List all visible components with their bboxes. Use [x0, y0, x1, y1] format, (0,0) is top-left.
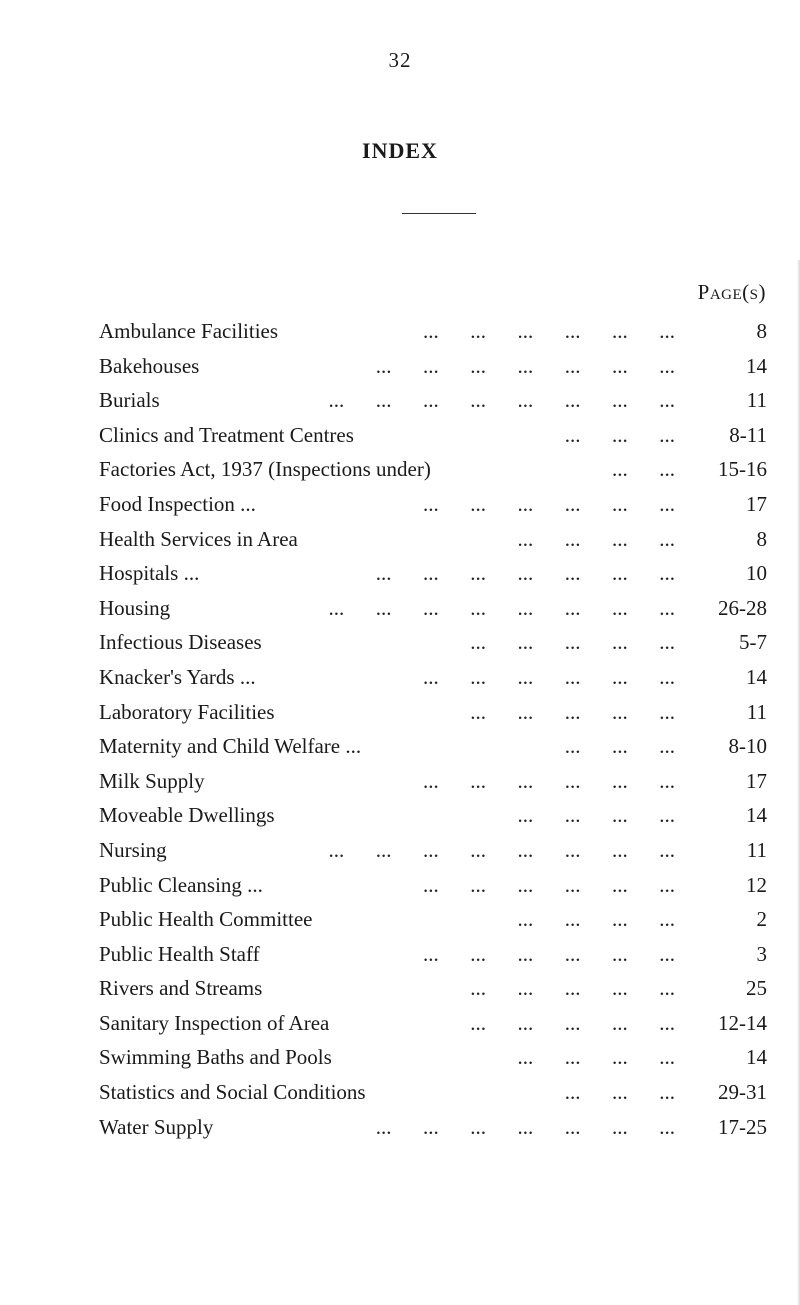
- index-entry-page: 14: [746, 1045, 767, 1070]
- index-entry: [99, 1075, 767, 1110]
- index-entry-page: 17: [746, 491, 767, 516]
- index-entry-label: Housing: [99, 595, 171, 620]
- index-entry-page: 26-28: [718, 595, 767, 620]
- index-entry: [99, 660, 767, 695]
- index-entry-label: Statistics and Social Conditions: [99, 1080, 366, 1105]
- index-entry-page: 8-10: [728, 734, 767, 759]
- index-entry-page: 17-25: [718, 1114, 767, 1139]
- index-entry-label: Bakehouses: [99, 353, 200, 378]
- index-entry-leaders: ... ... ... ... ... ...: [423, 941, 675, 966]
- index-entry-leaders: ... ... ... ... ... ...: [423, 319, 675, 343]
- index-entry: [99, 1040, 767, 1075]
- index-entry-label: Clinics and Treatment Centres: [99, 422, 354, 447]
- index-entry-label: Public Health Committee: [99, 907, 313, 932]
- index-list: [99, 314, 767, 1144]
- index-entry-label: Laboratory Facilities: [99, 699, 275, 724]
- index-entry-page: 11: [746, 699, 767, 724]
- page-column-header: Page(s): [697, 280, 766, 304]
- index-entry: [99, 971, 767, 1006]
- index-entry: [99, 695, 767, 730]
- index-entry-leaders: ... ... ...: [564, 422, 675, 447]
- index-entry: [99, 937, 767, 972]
- index-entry: [99, 798, 767, 833]
- index-entry: [99, 833, 767, 868]
- index-entry-page: 2: [756, 907, 767, 932]
- index-entry-leaders: ... ... ...: [564, 1080, 675, 1105]
- index-entry-label: Sanitary Inspection of Area: [99, 1010, 330, 1035]
- index-entry-page: 17: [746, 768, 767, 793]
- index-entry-leaders: ... ... ... ...: [517, 526, 675, 551]
- index-entry-leaders: ... ... ... ... ... ...: [423, 872, 675, 897]
- index-entry-page: 11: [746, 837, 767, 862]
- index-entry: [99, 314, 767, 349]
- index-entry: [99, 729, 767, 764]
- index-entry-label: Swimming Baths and Pools: [99, 1045, 332, 1070]
- index-entry-leaders: ... ... ... ... ... ... ... ...: [328, 388, 675, 413]
- index-entry-label: Water Supply: [99, 1114, 214, 1139]
- index-entry: [99, 487, 767, 522]
- index-entry-page: 29-31: [718, 1080, 767, 1105]
- index-entry-page: 5-7: [739, 630, 767, 655]
- index-entry-leaders: ... ...: [612, 457, 675, 482]
- index-entry-label: Health Services in Area: [99, 526, 298, 551]
- index-entry-label: Burials: [99, 388, 160, 413]
- index-title: INDEX: [362, 138, 438, 163]
- index-entry-label: Maternity and Child Welfare ...: [99, 734, 362, 759]
- index-entry-label: Hospitals ...: [99, 561, 200, 586]
- index-entry-page: 25: [746, 976, 767, 1001]
- index-entry: [99, 1110, 767, 1145]
- index-entry: [99, 556, 767, 591]
- index-entry-leaders: ... ... ... ... ... ... ... ...: [328, 595, 675, 620]
- index-entry: [99, 902, 767, 937]
- index-entry-leaders: ... ... ... ... ... ... ...: [375, 561, 675, 586]
- index-entry-leaders: ... ... ... ...: [517, 803, 675, 828]
- index-entry-page: 8: [756, 319, 767, 343]
- index-entry-label: Public Health Staff: [99, 941, 260, 966]
- index-entry: [99, 1006, 767, 1041]
- index-entry-leaders: ... ... ... ... ... ...: [423, 491, 675, 516]
- index-entry-label: Knacker's Yards ...: [99, 664, 256, 689]
- index-entry-page: 8: [756, 526, 767, 551]
- page-number: 32: [388, 48, 412, 72]
- index-entry: [99, 383, 767, 418]
- index-entry-leaders: ... ... ... ... ... ... ... ...: [328, 837, 675, 862]
- index-entry: [99, 349, 767, 384]
- index-entry-leaders: ... ... ... ...: [517, 1045, 675, 1070]
- index-entry: [99, 764, 767, 799]
- index-entry-label: Food Inspection ...: [99, 491, 256, 516]
- index-entry-page: 12-14: [718, 1010, 767, 1035]
- index-entry-page: 11: [746, 388, 767, 413]
- index-entry: [99, 418, 767, 453]
- index-entry: [99, 452, 767, 487]
- index-entry-leaders: ... ... ... ... ... ... ...: [375, 1114, 675, 1139]
- index-entry: [99, 625, 767, 660]
- index-entry-label: Ambulance Facilities: [99, 319, 279, 343]
- index-entry-page: 10: [746, 561, 767, 586]
- index-entry-label: Public Cleansing ...: [99, 872, 263, 897]
- index-entry-label: Milk Supply: [99, 768, 205, 793]
- index-entry-page: 14: [746, 664, 767, 689]
- index-entry-leaders: ... ... ... ... ... ... ...: [375, 353, 675, 378]
- index-entry-page: 15-16: [718, 457, 767, 482]
- title-divider: [402, 213, 476, 214]
- index-entry-page: 14: [746, 353, 767, 378]
- index-entry-leaders: ... ... ...: [564, 734, 675, 759]
- index-entry-label: Moveable Dwellings: [99, 803, 275, 828]
- index-entry: [99, 522, 767, 557]
- index-entry-leaders: ... ... ... ... ...: [470, 630, 675, 655]
- index-entry-leaders: ... ... ... ...: [517, 907, 675, 932]
- index-entry-page: 8-11: [729, 422, 767, 447]
- index-entry-page: 14: [746, 803, 767, 828]
- index-entry-leaders: ... ... ... ... ...: [470, 976, 675, 1001]
- index-entry-leaders: ... ... ... ... ...: [470, 699, 675, 724]
- index-entry: [99, 868, 767, 903]
- index-entry-label: Infectious Diseases: [99, 630, 262, 655]
- index-entry-label: Nursing: [99, 837, 167, 862]
- index-entry-leaders: ... ... ... ... ... ...: [423, 664, 675, 689]
- index-entry: [99, 591, 767, 626]
- index-entry-page: 12: [746, 872, 767, 897]
- index-entry-label: Factories Act, 1937 (Inspections under): [99, 457, 431, 482]
- index-entry-leaders: ... ... ... ... ... ...: [423, 768, 675, 793]
- index-entry-page: 3: [756, 941, 767, 966]
- index-entry-label: Rivers and Streams: [99, 976, 263, 1001]
- index-entry-leaders: ... ... ... ... ...: [470, 1010, 675, 1035]
